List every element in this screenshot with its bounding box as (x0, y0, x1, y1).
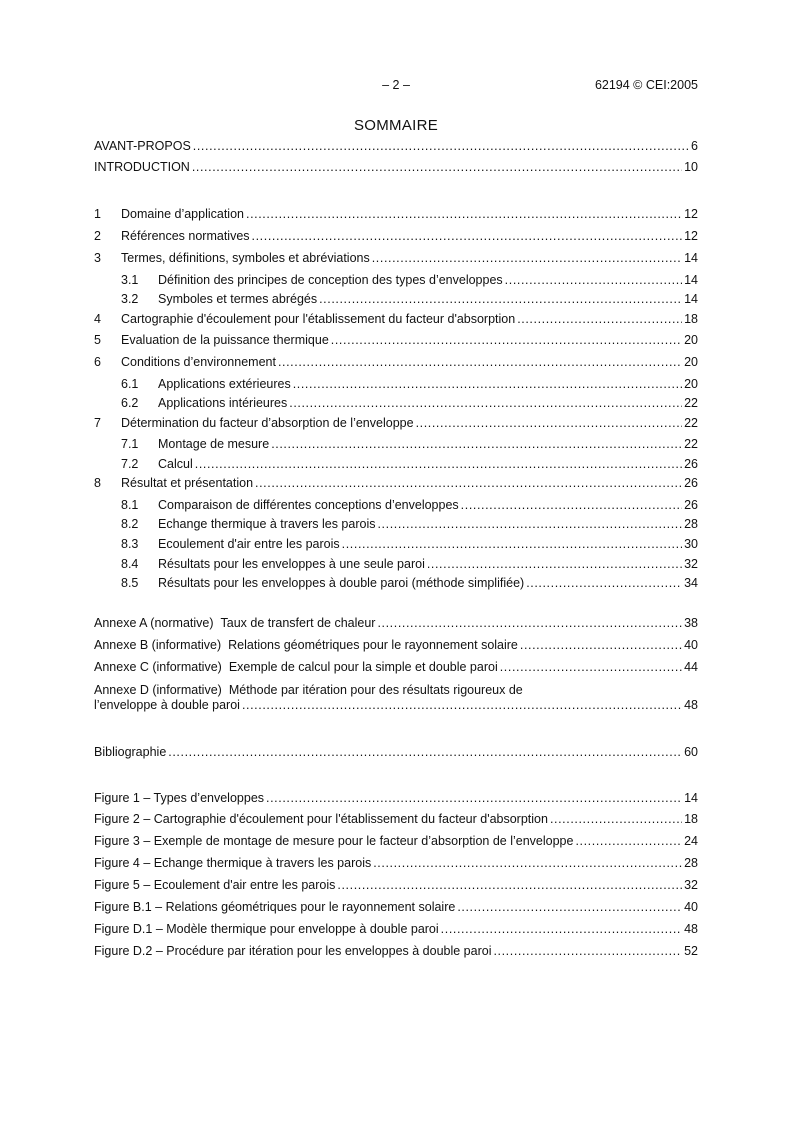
toc-bibliography (94, 745, 698, 763)
page-ref: 18 (684, 312, 698, 326)
page-ref: 22 (684, 416, 698, 430)
page-ref: 12 (684, 229, 698, 243)
entry-label (121, 377, 291, 391)
dot-leader (293, 377, 682, 391)
page-ref: 44 (684, 660, 698, 674)
dot-leader (319, 292, 682, 306)
entry-label (121, 517, 375, 531)
toc-annex-d-second-line (94, 698, 698, 716)
toc-subsection (121, 377, 698, 395)
dot-leader (550, 812, 682, 826)
toc-figure (94, 878, 698, 896)
dot-leader (246, 207, 682, 221)
toc-annex (94, 638, 698, 656)
entry-title: Comparaison de différentes conceptions d’enveloppes (158, 498, 459, 512)
section-number: 6.1 (121, 377, 139, 391)
entry-label (94, 160, 190, 174)
entry-label (121, 557, 425, 571)
toc-subsection (121, 292, 698, 310)
dot-leader (289, 396, 682, 410)
dot-leader (500, 660, 682, 674)
entry-title: Calcul (158, 457, 193, 471)
page-ref: 18 (684, 812, 698, 826)
entry-title: Symboles et termes abrégés (158, 292, 318, 306)
dot-leader (441, 922, 682, 936)
dot-leader (493, 944, 682, 958)
page-ref: 40 (684, 638, 698, 652)
dot-leader (331, 333, 682, 347)
entry-label (94, 416, 414, 430)
page-ref: 30 (684, 537, 698, 551)
toc-annex (94, 660, 698, 678)
entry-title: Cartographie d'écoulement pour l'établissement du facteur d'absorption (121, 312, 516, 326)
entry-title: Ecoulement d'air entre les parois (158, 537, 340, 551)
toc-subsection (121, 457, 698, 475)
dot-leader (416, 416, 683, 430)
annex-tag: Annexe B (informative) (94, 638, 222, 652)
page-ref: 14 (684, 251, 698, 265)
entry-label (94, 139, 191, 153)
entry-title: Figure D.1 – Modèle thermique pour enveloppe à double paroi (94, 922, 439, 936)
entry-label (121, 498, 459, 512)
entry-title: Echange thermique à travers les parois (158, 517, 376, 531)
dot-leader (271, 437, 682, 451)
toc-section (94, 333, 698, 351)
dot-leader (377, 616, 682, 630)
dot-leader (242, 698, 682, 712)
toc-entry-front (94, 160, 698, 178)
page-ref: 28 (684, 517, 698, 531)
section-number: 5 (94, 333, 101, 347)
toc-subsection (121, 557, 698, 575)
entry-label (94, 878, 335, 892)
entry-label (94, 638, 518, 652)
entry-label (121, 396, 287, 410)
document-reference: 62194 © CEI:2005 (594, 78, 698, 92)
page-ref: 24 (684, 834, 698, 848)
entry-title: Taux de transfert de chaleur (220, 616, 376, 630)
entry-title: Résultats pour les enveloppes à une seule paroi (158, 557, 425, 571)
page-ref: 38 (684, 616, 698, 630)
toc-subsection (121, 537, 698, 555)
dot-leader (252, 229, 683, 243)
entry-title: Bibliographie (94, 745, 167, 759)
entry-label (94, 476, 253, 490)
section-number: 3.2 (121, 292, 139, 306)
dot-leader (520, 638, 682, 652)
page-ref: 26 (684, 476, 698, 490)
page-ref: 14 (684, 292, 698, 306)
section-number: 8.5 (121, 576, 139, 590)
entry-title: Domaine d’application (121, 207, 244, 221)
entry-label (121, 537, 340, 551)
dot-leader (526, 576, 682, 590)
toc-subsection (121, 396, 698, 414)
toc-section (94, 207, 698, 225)
entry-label (94, 900, 455, 914)
toc-subsection (121, 498, 698, 516)
dot-leader (457, 900, 682, 914)
section-number: 8.1 (121, 498, 139, 512)
entry-title: Figure B.1 – Relations géométriques pour le rayonnement solaire (94, 900, 456, 914)
section-number: 8 (94, 476, 101, 490)
entry-title: Relations géométriques pour le rayonnement solaire (228, 638, 518, 652)
section-number: 7.1 (121, 437, 139, 451)
toc-annex (94, 616, 698, 634)
entry-label (94, 207, 244, 221)
entry-title: Conditions d’environnement (121, 355, 276, 369)
page-ref: 10 (684, 160, 698, 174)
toc-figure (94, 856, 698, 874)
toc-figure (94, 791, 698, 809)
toc-section (94, 416, 698, 434)
page-header (94, 78, 698, 94)
dot-leader (192, 160, 682, 174)
toc-section (94, 251, 698, 269)
section-number: 7 (94, 416, 101, 430)
entry-title: Figure 5 – Ecoulement d'air entre les parois (94, 878, 336, 892)
section-number: 3.1 (121, 273, 139, 287)
page-ref: 22 (684, 437, 698, 451)
entry-label (94, 745, 166, 759)
entry-title: Résultats pour les enveloppes à double paroi (méthode simplifiée) (158, 576, 525, 590)
entry-label (94, 229, 250, 243)
dot-leader (195, 457, 682, 471)
page-number: – 2 – (382, 78, 410, 92)
entry-label (121, 273, 503, 287)
toc-subsection (121, 517, 698, 535)
dot-leader (505, 273, 682, 287)
page-ref: 60 (684, 745, 698, 759)
dot-leader (372, 251, 682, 265)
entry-label (94, 312, 515, 326)
dot-leader (193, 139, 689, 153)
page-ref: 20 (684, 333, 698, 347)
section-number: 1 (94, 207, 101, 221)
entry-label (94, 834, 573, 848)
annex-tag: Annexe A (normative) (94, 616, 214, 630)
toc-section (94, 312, 698, 330)
toc-subsection (121, 576, 698, 594)
page-ref: 6 (691, 139, 698, 153)
dot-leader (427, 557, 682, 571)
section-number: 2 (94, 229, 101, 243)
annex-tag: Annexe C (informative) (94, 660, 222, 674)
entry-title: Figure D.2 – Procédure par itération pour les enveloppes à double paroi (94, 944, 492, 958)
entry-label (94, 251, 370, 265)
toc-entry-front (94, 139, 698, 157)
toc-subsection (121, 437, 698, 455)
entry-label (121, 292, 317, 306)
entry-title: Figure 1 – Types d’enveloppes (94, 791, 265, 805)
entry-label (94, 333, 329, 347)
entry-title: Termes, définitions, symboles et abréviations (121, 251, 370, 265)
section-number: 8.2 (121, 517, 139, 531)
entry-title: Méthode par itération pour des résultats rigoureux de (228, 683, 523, 697)
dot-leader (278, 355, 682, 369)
annex-tag: Annexe D (informative) (94, 683, 222, 697)
page-ref: 20 (684, 355, 698, 369)
entry-label (94, 856, 371, 870)
section-number: 8.3 (121, 537, 139, 551)
page-ref: 14 (684, 791, 698, 805)
page-ref: 22 (684, 396, 698, 410)
dot-leader (377, 517, 682, 531)
page-ref: 20 (684, 377, 698, 391)
section-number: 7.2 (121, 457, 139, 471)
section-number: 8.4 (121, 557, 139, 571)
entry-title: Références normatives (121, 229, 250, 243)
entry-title: Figure 2 – Cartographie d'écoulement pour l'établissement du facteur d'absorption (94, 812, 548, 826)
dot-leader (168, 745, 682, 759)
toc-figure (94, 900, 698, 918)
toc-subsection (121, 273, 698, 291)
entry-title: Applications intérieures (158, 396, 288, 410)
toc-figure (94, 834, 698, 852)
page-ref: 26 (684, 457, 698, 471)
entry-label (94, 791, 264, 805)
entry-title: Détermination du facteur d’absorption de l’enveloppe (121, 416, 414, 430)
section-number: 3 (94, 251, 101, 265)
toc-annex-d-first-line (94, 683, 698, 697)
dot-leader (266, 791, 682, 805)
entry-label (94, 355, 276, 369)
entry-title: Définition des principes de conception des types d’enveloppes (158, 273, 503, 287)
dot-leader (461, 498, 682, 512)
entry-title: INTRODUCTION (94, 160, 190, 174)
page-ref: 26 (684, 498, 698, 512)
entry-title: Montage de mesure (158, 437, 270, 451)
dot-leader (575, 834, 682, 848)
entry-label (121, 576, 524, 590)
dot-leader (342, 537, 682, 551)
entry-title: l’enveloppe à double paroi (94, 698, 240, 712)
page-ref: 32 (684, 557, 698, 571)
dot-leader (337, 878, 682, 892)
entry-title: Evaluation de la puissance thermique (121, 333, 329, 347)
page-ref: 48 (684, 922, 698, 936)
entry-title: Figure 4 – Echange thermique à travers les parois (94, 856, 372, 870)
toc-section (94, 476, 698, 494)
page-ref: 32 (684, 878, 698, 892)
page-ref: 14 (684, 273, 698, 287)
entry-label (94, 698, 240, 712)
entry-label (94, 616, 375, 630)
toc-section (94, 229, 698, 247)
entry-title: Figure 3 – Exemple de montage de mesure pour le facteur d’absorption de l’enveloppe (94, 834, 574, 848)
page-title: SOMMAIRE (353, 117, 439, 134)
entry-label (121, 457, 193, 471)
entry-title: AVANT-PROPOS (94, 139, 191, 153)
entry-label (121, 437, 269, 451)
page-ref: 40 (684, 900, 698, 914)
section-number: 4 (94, 312, 101, 326)
entry-label (94, 922, 439, 936)
dot-leader (517, 312, 682, 326)
entry-title: Applications extérieures (158, 377, 291, 391)
page-ref: 12 (684, 207, 698, 221)
entry-title: Résultat et présentation (121, 476, 254, 490)
toc-figure (94, 922, 698, 940)
page-ref: 52 (684, 944, 698, 958)
section-number: 6 (94, 355, 101, 369)
entry-label (94, 660, 498, 674)
toc-section (94, 355, 698, 373)
page-ref: 28 (684, 856, 698, 870)
entry-title: Exemple de calcul pour la simple et double paroi (228, 660, 498, 674)
dot-leader (255, 476, 682, 490)
toc-figure (94, 812, 698, 830)
page-ref: 48 (684, 698, 698, 712)
page-ref: 34 (684, 576, 698, 590)
dot-leader (373, 856, 682, 870)
entry-label (94, 812, 548, 826)
section-number: 6.2 (121, 396, 139, 410)
toc-figure (94, 944, 698, 962)
entry-label (94, 944, 491, 958)
